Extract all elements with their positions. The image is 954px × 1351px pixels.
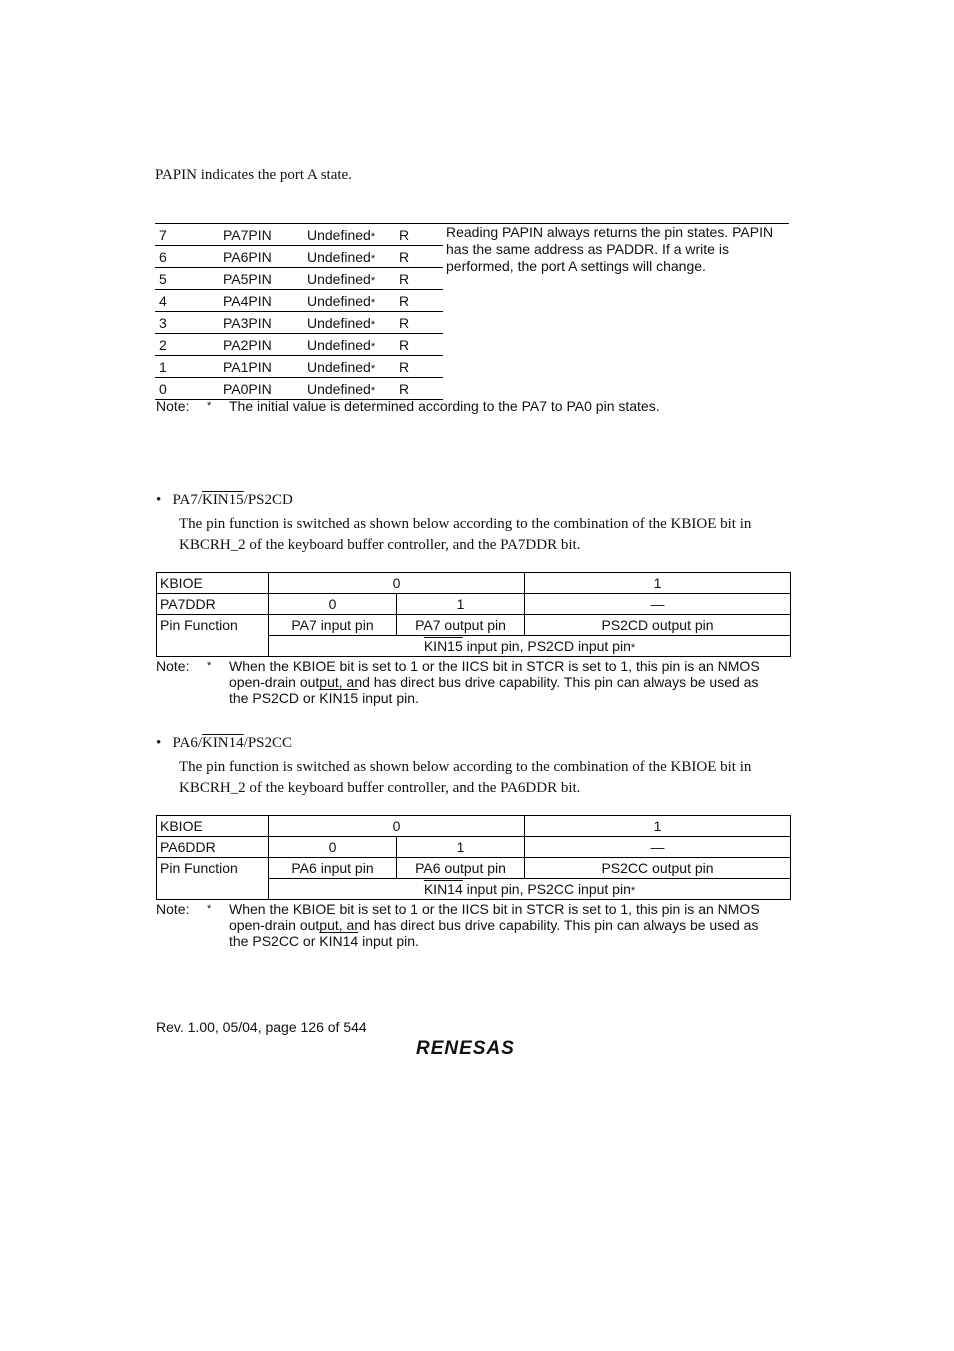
pa6-paragraph: The pin function is switched as shown below according to the combination of the KBIOE bit in KBCRH_2 of the keyboard buffer controller, and the PA6DDR bit.	[179, 759, 752, 796]
register-initial-cell: Undefined*	[303, 312, 395, 334]
register-initial-cell: Undefined*	[303, 334, 395, 356]
table-row	[157, 879, 791, 900]
initial-asterisk: *	[370, 296, 376, 309]
kin-rest: input pin, PS2CD input pin	[462, 638, 631, 654]
note-asterisk: *	[207, 903, 212, 915]
table-row	[157, 858, 791, 879]
cell-ddr-1: 1	[397, 594, 525, 615]
register-rw-cell: R	[395, 246, 443, 268]
cell-ddr-label: PA7DDR	[157, 594, 269, 615]
register-rw-cell: R	[395, 356, 443, 378]
register-bit-table	[155, 223, 789, 400]
page-info: Rev. 1.00, 05/04, page 126 of 544	[156, 1019, 367, 1035]
register-initial-cell: Undefined*	[303, 246, 395, 268]
register-bit-cell: 5	[155, 268, 219, 290]
initial-asterisk: *	[370, 384, 376, 397]
cell-ps2-output-pin: PS2CC output pin	[525, 858, 791, 879]
register-rw-cell: R	[395, 312, 443, 334]
register-bit-cell: 2	[155, 334, 219, 356]
register-initial-cell: Undefined*	[303, 268, 395, 290]
pa7-heading-suffix: /PS2CD	[243, 492, 293, 508]
note-text-overline: KIN14	[319, 933, 359, 949]
cell-empty	[157, 636, 269, 657]
register-rw-cell: R	[395, 378, 443, 400]
cell-output-pin: PA6 output pin	[397, 858, 525, 879]
pa6-heading-suffix: /PS2CC	[243, 735, 293, 751]
bullet-icon: •	[156, 735, 162, 751]
register-name-cell: PA7PIN	[219, 224, 303, 246]
note-text	[229, 901, 789, 949]
register-name-cell: PA4PIN	[219, 290, 303, 312]
cell-input-pin: PA6 input pin	[269, 858, 397, 879]
initial-asterisk: *	[370, 362, 376, 375]
kin-asterisk: *	[630, 642, 636, 654]
pa6-function-table	[156, 815, 791, 900]
renesas-logo	[414, 1035, 534, 1059]
kin-rest: input pin, PS2CC input pin	[462, 881, 631, 897]
cell-pin-function-label: Pin Function	[157, 858, 269, 879]
table-row	[157, 636, 791, 657]
cell-kbioe-0: 0	[269, 816, 525, 837]
note-line	[229, 690, 789, 706]
register-initial-cell: Undefined*	[303, 290, 395, 312]
initial-asterisk: *	[370, 340, 376, 353]
note-line: When the KBIOE bit is set to 1 or the IICS bit in STCR is set to 1, this pin is an NMOS	[229, 658, 760, 674]
register-initial-cell: Undefined*	[303, 224, 395, 246]
cell-ddr-dash: —	[525, 594, 791, 615]
note-text-part: the PS2CD or	[229, 690, 320, 706]
pa7-function-table	[156, 572, 791, 657]
pa7-heading-prefix: PA7/	[172, 492, 202, 508]
register-name-cell: PA6PIN	[219, 246, 303, 268]
note-label: Note:	[156, 901, 190, 917]
register-rw-cell: R	[395, 334, 443, 356]
cell-ddr-dash: —	[525, 837, 791, 858]
note-text-part: input pin.	[358, 690, 419, 706]
initial-asterisk: *	[370, 274, 376, 287]
cell-ps2-output-pin: PS2CD output pin	[525, 615, 791, 636]
register-initial-cell: Undefined*	[303, 378, 395, 400]
cell-input-pin: PA7 input pin	[269, 615, 397, 636]
renesas-logo-text: RENESAS	[416, 1038, 515, 1059]
note-text-part: the PS2CC or	[229, 933, 320, 949]
note-text-part: input pin.	[358, 933, 419, 949]
cell-kbioe-label: KBIOE	[157, 573, 269, 594]
kin-overline: KIN15	[423, 638, 463, 654]
table-row	[157, 615, 791, 636]
register-rw-cell: R	[395, 290, 443, 312]
cell-ddr-label: PA6DDR	[157, 837, 269, 858]
note-text-overline: KIN15	[319, 690, 359, 706]
kin-asterisk: *	[630, 885, 636, 897]
note-line: When the KBIOE bit is set to 1 or the IICS bit in STCR is set to 1, this pin is an NMOS	[229, 901, 760, 917]
cell-pin-function-label: Pin Function	[157, 615, 269, 636]
register-rw-cell: R	[395, 268, 443, 290]
pa6-heading-overline: KIN14	[201, 735, 244, 751]
register-bit-cell: 4	[155, 290, 219, 312]
note-line: open-drain output, and has direct bus drive capability. This pin can always be used as	[229, 917, 759, 933]
register-name-cell: PA5PIN	[219, 268, 303, 290]
cell-kbioe-0: 0	[269, 573, 525, 594]
cell-output-pin: PA7 output pin	[397, 615, 525, 636]
register-bit-cell: 3	[155, 312, 219, 334]
kin-overline: KIN14	[423, 881, 463, 897]
note-text: The initial value is determined according to the PA7 to PA0 pin states.	[229, 398, 660, 414]
note-line	[229, 933, 789, 949]
cell-kin-input	[269, 636, 791, 657]
register-bit-cell: 0	[155, 378, 219, 400]
bullet-icon: •	[156, 492, 162, 508]
register-row	[155, 224, 789, 246]
register-name-cell: PA3PIN	[219, 312, 303, 334]
note-text	[229, 658, 789, 706]
register-bit-cell: 1	[155, 356, 219, 378]
initial-asterisk: *	[370, 318, 376, 331]
cell-kin-input	[269, 879, 791, 900]
cell-kbioe-1: 1	[525, 573, 791, 594]
note-label: Note:	[156, 658, 190, 674]
note-label: Note:	[156, 398, 190, 414]
cell-ddr-0: 0	[269, 837, 397, 858]
note-asterisk: *	[207, 400, 212, 412]
cell-empty	[157, 879, 269, 900]
register-name-cell: PA2PIN	[219, 334, 303, 356]
cell-ddr-0: 0	[269, 594, 397, 615]
table-row	[157, 816, 791, 837]
pa6-heading-prefix: PA6/	[172, 735, 202, 751]
table-row	[157, 837, 791, 858]
cell-kbioe-label: KBIOE	[157, 816, 269, 837]
pa7-heading-overline: KIN15	[201, 492, 244, 508]
register-rw-cell: R	[395, 224, 443, 246]
note-line: open-drain output, and has direct bus drive capability. This pin can always be used as	[229, 674, 759, 690]
pa7-heading	[156, 492, 293, 509]
intro-text: PAPIN indicates the port A state.	[155, 167, 352, 183]
cell-ddr-1: 1	[397, 837, 525, 858]
table-row	[157, 594, 791, 615]
note-asterisk: *	[207, 660, 212, 672]
table-row	[157, 573, 791, 594]
initial-asterisk: *	[370, 230, 376, 243]
register-name-cell: PA0PIN	[219, 378, 303, 400]
pa6-heading	[156, 735, 292, 752]
register-bit-cell: 7	[155, 224, 219, 246]
register-name-cell: PA1PIN	[219, 356, 303, 378]
register-description: Reading PAPIN always returns the pin states. PAPIN has the same address as PADDR. If a write is performed, the port A settings will change.	[443, 224, 789, 400]
register-bit-cell: 6	[155, 246, 219, 268]
pa7-paragraph: The pin function is switched as shown below according to the combination of the KBIOE bit in KBCRH_2 of the keyboard buffer controller, and the PA7DDR bit.	[179, 516, 752, 553]
initial-asterisk: *	[370, 252, 376, 265]
cell-kbioe-1: 1	[525, 816, 791, 837]
register-initial-cell: Undefined*	[303, 356, 395, 378]
